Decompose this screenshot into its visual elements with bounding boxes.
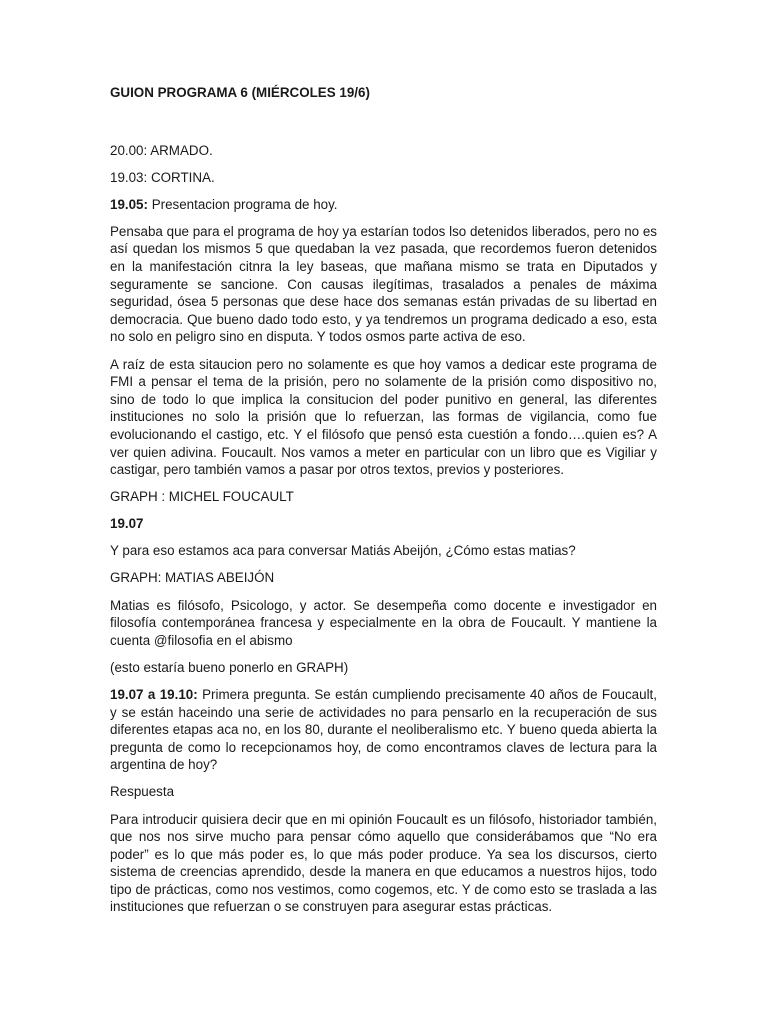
graph-foucault: GRAPH : MICHEL FOUCAULT bbox=[110, 489, 294, 505]
pregunta-time: 19.07 a 19.10: bbox=[110, 686, 198, 702]
pregunta-paragraph bbox=[110, 686, 657, 774]
presentacion-line bbox=[110, 196, 657, 214]
paragraph-conversar: Y para eso estamos aca para conversar Matiás Abeijón, ¿Cómo estas matias? bbox=[110, 543, 576, 559]
cortina-line: 19.03: CORTINA. bbox=[110, 169, 215, 185]
paragraph-respuesta: Para introducir quisiera decir que en mi opinión Foucault es un filósofo, historiador también, que nos nos sirve mucho para pensar cómo aquello que considerábamos que “No era poder” es lo que más poder es, lo que más poder produce. Ya sea los discursos, cierto sistema de creencias aprendido, desde la manera en que educamos a nuestros hijos, todo tipo de prácticas, como nos vestimos, como cogemos, etc. Y de como esto se traslada a las instituciones que refuerzan o se construyen para asegurar estas prácticas. bbox=[110, 811, 657, 915]
presentacion-text: Presentacion programa de hoy. bbox=[147, 196, 338, 212]
paragraph-raiz: A raíz de esta sitaucion pero no solamente es que hoy vamos a dedicar este programa de FMI a pensar el tema de la prisión, pero no solamente de la prisión como dispositivo no, sino de todo lo que implica la consitucion del poder punitivo en general, las diferentes instituciones no solo la prisión que lo refuerzan, las formas de vigilancia, como fue evolucionando el castigo, etc. Y el filósofo que pensó esta cuestión a fondo….quien es? A ver quien adivina. Foucault. Nos vamos a meter en particular con un libro que es Vigiliar y castigar, pero también vamos a pasar por otros textos, previos y posteriores. bbox=[110, 356, 657, 478]
note-graph: (esto estaría bueno ponerlo en GRAPH) bbox=[110, 659, 349, 675]
time-1907: 19.07 bbox=[110, 516, 144, 532]
armado-line: 20.00: ARMADO. bbox=[110, 142, 213, 158]
presentacion-time: 19.05: bbox=[110, 196, 148, 212]
respuesta-label: Respuesta bbox=[110, 784, 175, 800]
paragraph-matias: Matias es filósofo, Psicologo, y actor. Se desempeña como docente e investigador en filosofía contemporánea francesa y especialmente en la obra de Foucault. Y mantiene la cuenta @filosofia en el abismo bbox=[110, 597, 657, 648]
graph-matias: GRAPH: MATIAS ABEIJÓN bbox=[110, 570, 275, 586]
paragraph-pensaba: Pensaba que para el programa de hoy ya estarían todos lso detenidos liberados, pero no es así quedan los mismos 5 que quedaban la vez pasada, que recordemos fueron detenidos en la manifestación citnra la ley baseas, que mañana mismo se trata en Diputados y seguramente se sancione. Con causas ilegítimas, trasalados a penales de máxima seguridad, ósea 5 personas que dese hace dos semanas están privadas de su libertad en democracia. Que bueno dado todo esto, y ya tendremos un programa dedicado a eso, esta no solo en peligro sino en disputa. Y todos osmos parte activa de eso. bbox=[110, 223, 657, 345]
document-page bbox=[110, 84, 657, 926]
document-title: GUION PROGRAMA 6 (MIÉRCOLES 19/6) bbox=[110, 85, 370, 100]
pregunta-text: Primera pregunta. Se están cumpliendo precisamente 40 años de Foucault, y se están haceindo una serie de actividades no para pensarlo en la recuperación de sus diferentes etapas aca no, en los 80, durante el neoliberalismo etc. Y bueno queda abierta la pregunta de como lo recepcionamos hoy, de como encontramos claves de lectura para la argentina de hoy? bbox=[110, 686, 657, 773]
